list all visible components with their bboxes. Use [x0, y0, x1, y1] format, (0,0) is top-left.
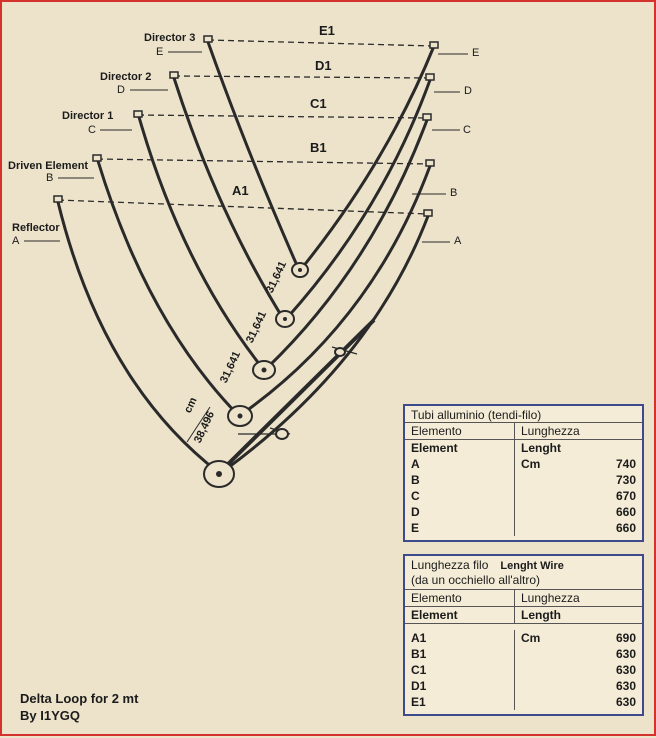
label-driven-element: Driven Element	[8, 160, 89, 172]
header-length: Length	[521, 608, 561, 622]
header-element: Element	[405, 607, 515, 623]
table-wire-subtitle: (da un occhiello all'altro)	[405, 573, 642, 590]
caption-author: By I1YGQ	[20, 708, 80, 723]
table-row: A1 Cm 690	[405, 630, 642, 646]
unit-cm: Cm	[521, 631, 541, 645]
wire-b1	[97, 159, 430, 164]
level-label-e1: E1	[319, 23, 335, 38]
wire-c1	[138, 115, 427, 118]
level-label-c1: C1	[310, 96, 327, 111]
caption	[20, 690, 138, 724]
letter-left-b: B	[46, 172, 54, 184]
table-wire-header-it	[405, 590, 642, 607]
dim-unit: cm	[182, 395, 200, 416]
table-row: A Cm 740	[405, 456, 642, 472]
letter-right-e: E	[472, 47, 480, 59]
letter-right-d: D	[464, 85, 472, 97]
label-director2: Director 2	[100, 71, 152, 83]
boom	[218, 320, 374, 474]
label-director1: Director 1	[62, 110, 114, 122]
header-lunghezza: Lunghezza	[521, 591, 580, 605]
table-tubes-header-it	[405, 423, 642, 440]
dim-first: 38,496	[192, 409, 218, 446]
wire-e1	[208, 40, 434, 46]
letter-left-e: E	[156, 46, 164, 58]
caption-title: Delta Loop for 2 mt	[20, 691, 139, 706]
dim-spacing2: 31,641	[244, 309, 270, 346]
table-row: C 670	[405, 488, 642, 504]
table-row: D1 630	[405, 678, 642, 694]
tube-right-e	[302, 46, 434, 268]
tube-right-d	[287, 80, 430, 318]
header-element: Element	[405, 440, 515, 456]
dim-spacing1: 31,641	[218, 349, 244, 386]
table-row: C1 630	[405, 662, 642, 678]
table-row: B1 630	[405, 646, 642, 662]
unit-cm: Cm	[521, 457, 541, 471]
header-lunghezza: Lunghezza	[521, 424, 580, 438]
table-tubes	[403, 404, 644, 542]
table-wire-title: Lunghezza filo Lenght Wire	[411, 558, 564, 572]
table-row: E 660	[405, 520, 642, 536]
letter-right-c: C	[463, 124, 471, 136]
header-elemento: Elemento	[405, 590, 515, 606]
dim-spacing3: 31,641	[264, 259, 290, 296]
letter-left-c: C	[88, 124, 96, 136]
header-lenght: Lenght	[521, 441, 561, 455]
table-tubes-title: Tubi alluminio (tendi-filo)	[405, 406, 642, 423]
table-row: E1 630	[405, 694, 642, 710]
level-label-d1: D1	[315, 58, 332, 73]
wire-d1	[174, 76, 430, 78]
letter-left-a: A	[12, 235, 20, 247]
level-label-a1: A1	[232, 183, 249, 198]
label-director3: Director 3	[144, 32, 196, 44]
table-tubes-header-en	[405, 440, 642, 456]
table-row: B 730	[405, 472, 642, 488]
tube-left-e	[208, 42, 299, 270]
letter-right-b: B	[450, 187, 458, 199]
table-row: D 660	[405, 504, 642, 520]
table-wire-header-en	[405, 607, 642, 624]
level-label-b1: B1	[310, 140, 327, 155]
letter-right-a: A	[454, 235, 462, 247]
table-wire	[403, 554, 644, 716]
header-elemento: Elemento	[405, 423, 515, 439]
label-reflector: Reflector	[12, 222, 60, 234]
letter-left-d: D	[117, 84, 125, 96]
